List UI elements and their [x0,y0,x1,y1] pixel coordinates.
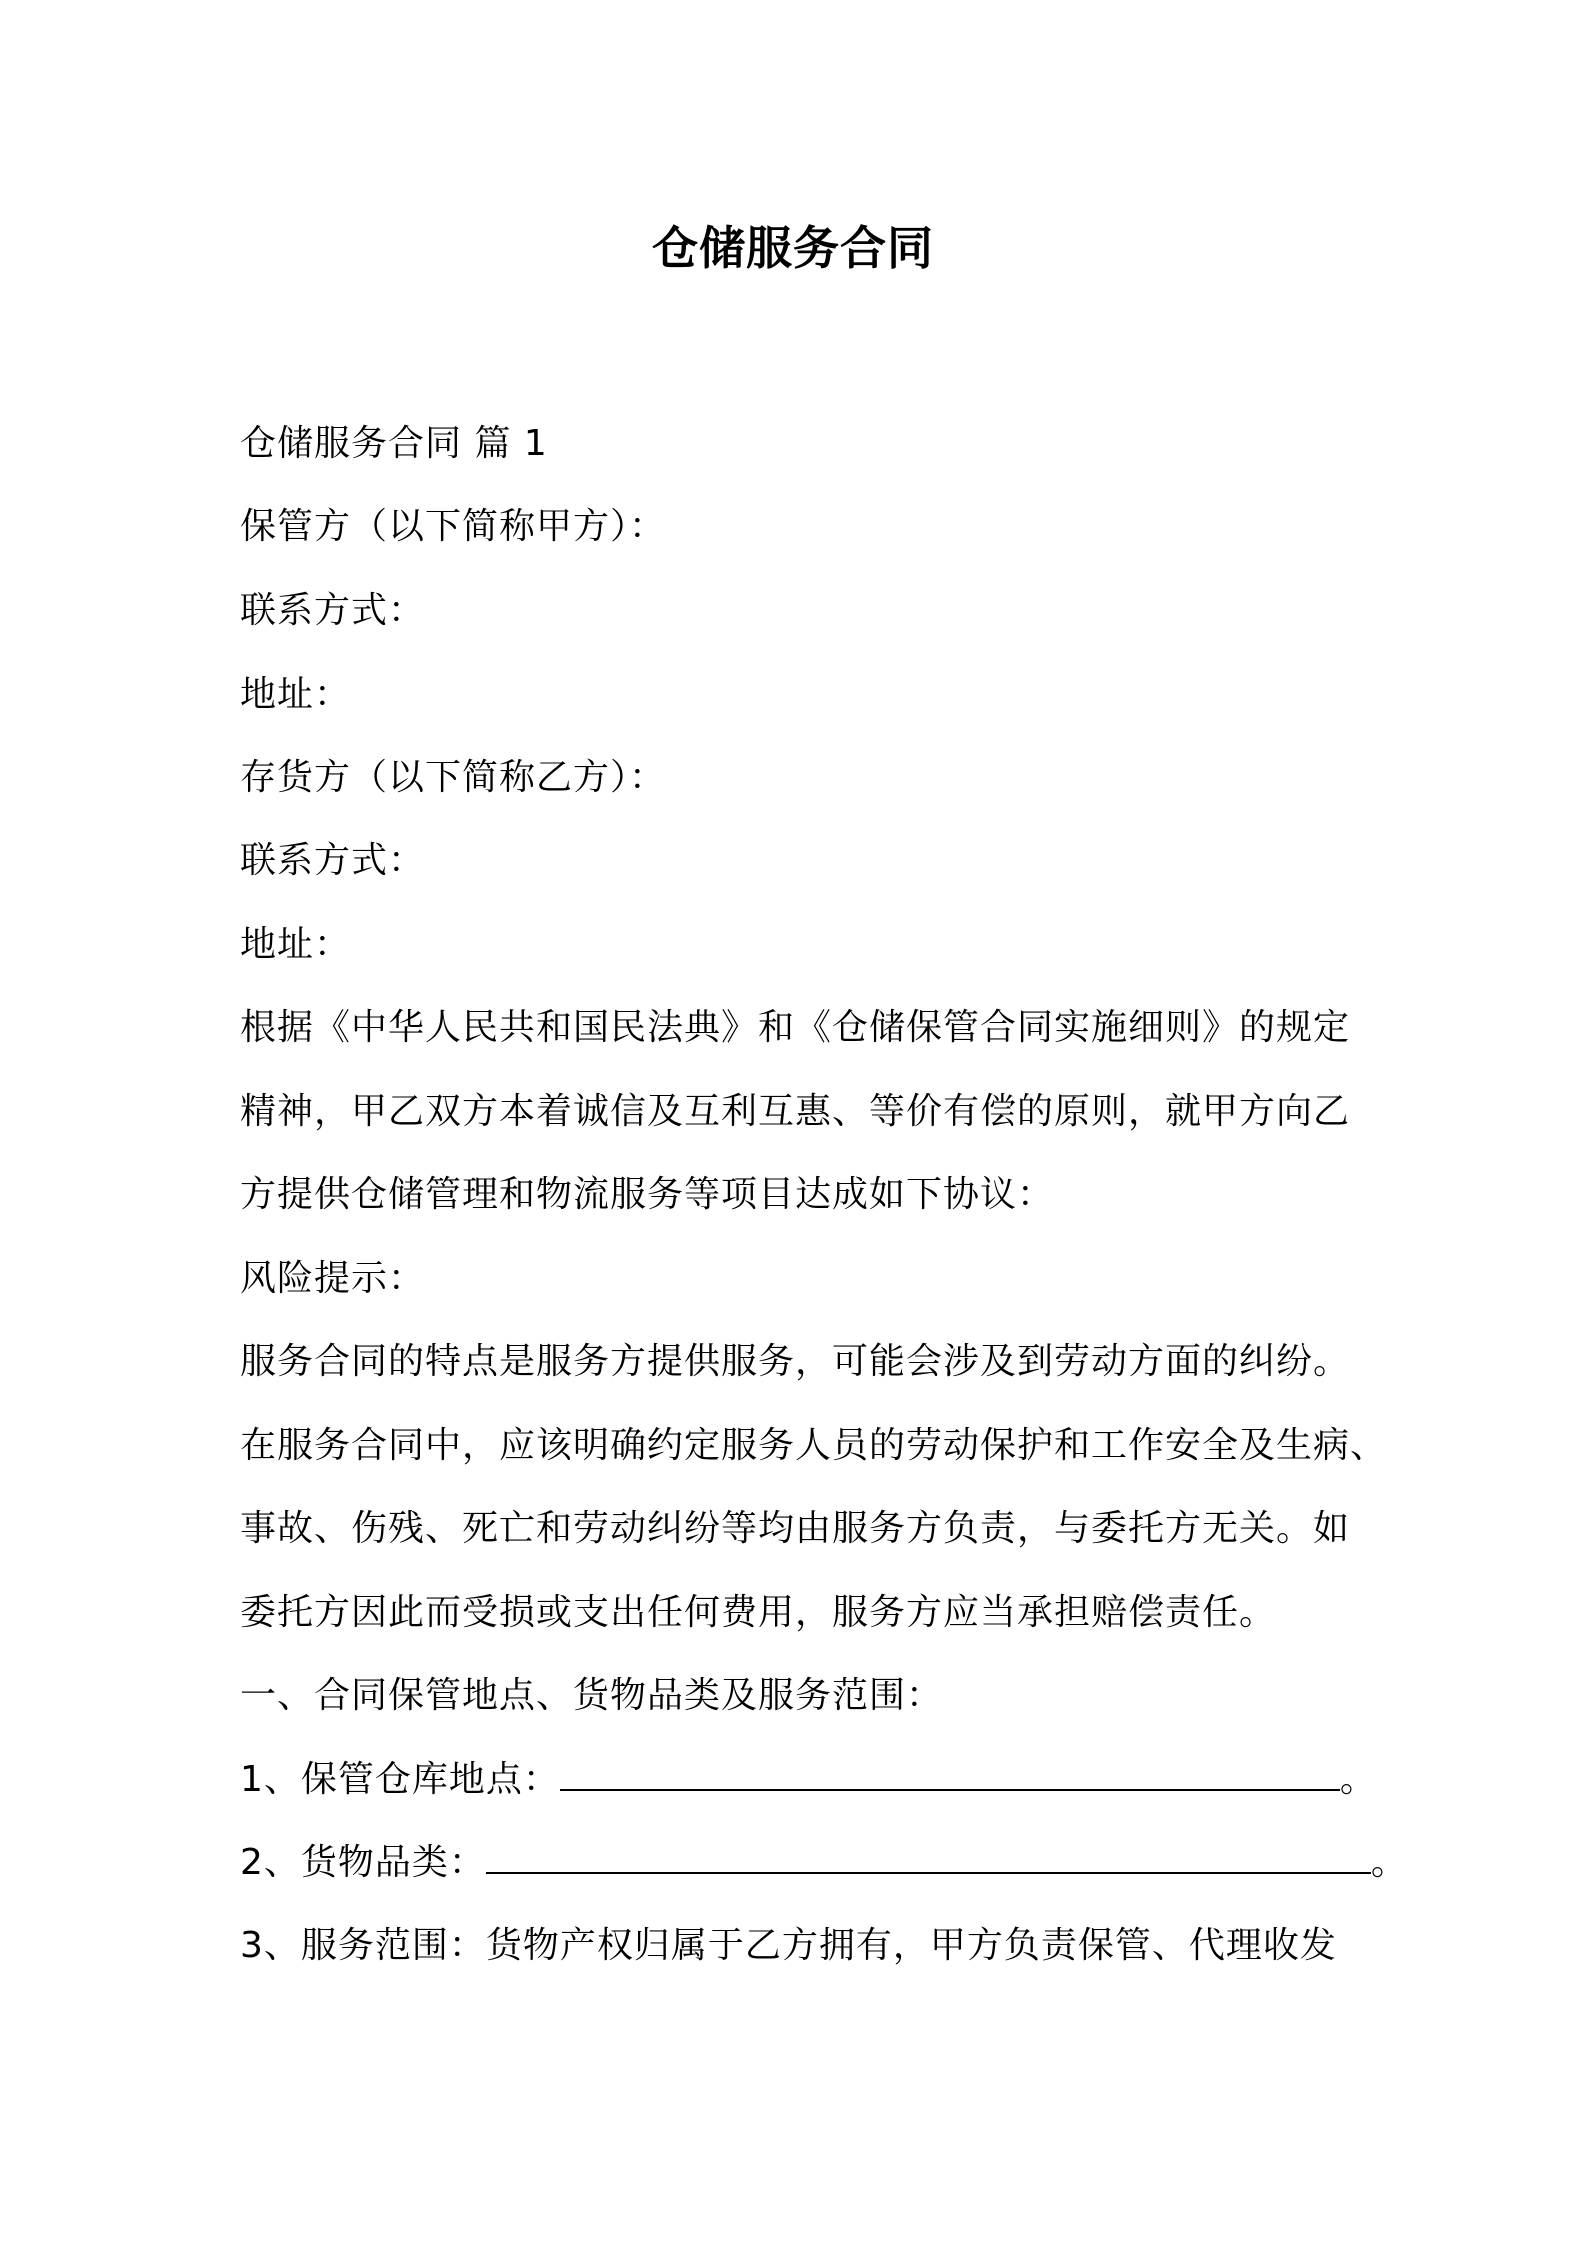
risk-heading: 风险提示： [240,1258,426,1299]
party-a-address-label: 地址： [240,674,352,715]
item-1-blank-field[interactable] [560,1759,1340,1791]
risk-text-line: 在服务合同中，应该明确约定服务人员的劳动保护和工作安全及生病、 [240,1425,1388,1466]
preamble-line: 根据《中华人民共和国民法典》和《仓储保管合同实施细则》的规定 [240,1007,1351,1048]
item-1-row [240,1758,1377,1802]
party-b-contact-label: 联系方式： [240,840,426,881]
party-b-label: 存货方（以下简称乙方）： [240,757,667,798]
item-2-blank-field[interactable] [486,1842,1371,1874]
document-title: 仓储服务合同 [652,221,934,275]
item-2-row [240,1841,1408,1885]
party-a-label: 保管方（以下简称甲方）： [240,506,667,547]
preamble-line: 方提供仓储管理和物流服务等项目达成如下协议： [240,1174,1055,1215]
risk-text-line: 服务合同的特点是服务方提供服务，可能会涉及到劳动方面的纠纷。 [240,1341,1351,1382]
section-heading: 仓储服务合同 篇 1 [240,423,548,464]
item-3-text: 3、服务范围：货物产权归属于乙方拥有，甲方负责保管、代理收发 [240,1925,1337,1966]
item-2-label: 2、货物品类： [240,1842,486,1883]
party-b-address-label: 地址： [240,924,352,965]
risk-text-line: 委托方因此而受损或支出任何费用，服务方应当承担赔偿责任。 [240,1592,1277,1633]
preamble-line: 精神，甲乙双方本着诚信及互利互惠、等价有偿的原则，就甲方向乙 [240,1091,1351,1132]
item-2-end: 。 [1370,1842,1408,1883]
risk-text-line: 事故、伤残、死亡和劳动纠纷等均由服务方负责，与委托方无关。如 [240,1508,1351,1549]
item-1-end: 。 [1339,1759,1377,1800]
item-1-label: 1、保管仓库地点： [240,1759,560,1800]
clause-one-heading: 一、合同保管地点、货物品类及服务范围： [240,1675,944,1716]
party-a-contact-label: 联系方式： [240,590,426,631]
